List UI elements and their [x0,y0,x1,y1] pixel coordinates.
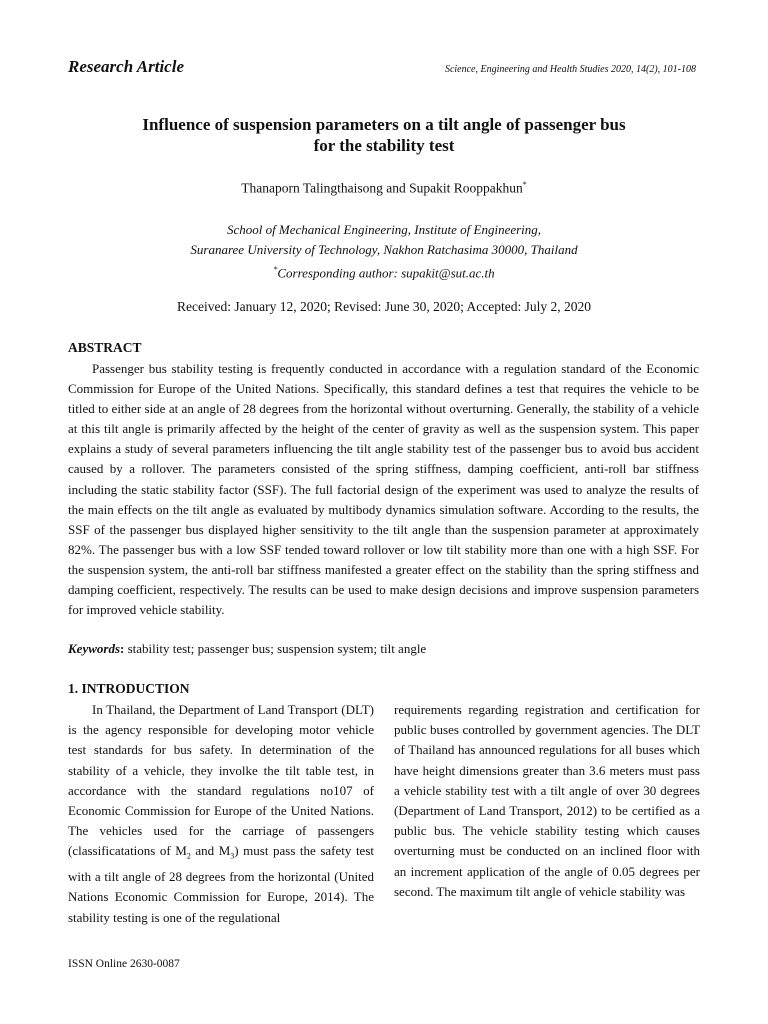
corresponding-author [68,260,700,283]
affiliation [68,220,700,283]
title-line-2: for the stability test [313,136,455,155]
introduction-heading: 1. INTRODUCTION [68,681,190,696]
title-line-1: Influence of suspension parameters on a tilt angle of passenger bus [142,115,626,134]
issn-footer: ISSN Online 2630-0087 [68,958,180,970]
subscript-3: 3 [230,852,235,862]
introduction-column-left [68,700,374,928]
submission-dates: Received: January 12, 2020; Revised: June 30, 2020; Accepted: July 2, 2020 [177,299,591,314]
intro-left-part-2: ) must pass the safety test with a tilt angle of 28 degrees from the horizontal (United Nations Economic Commission for Europe, 2014). The stability testing is one of the regulational [68,843,374,925]
article-type: Research Article [68,57,184,76]
keywords [68,641,426,657]
paper-title [68,114,700,156]
intro-left-part-1: In Thailand, the Department of Land Transport (DLT) is the agency responsible for developing motor vehicle test standards for bus safety. In determination of the stability of a vehicle, they involke the tilt table test, in accordance with the standard regulations no107 of Economic Commission for Europe of the United Nations. The vehicles used for the carriage of passengers (classificatations of M [68,702,374,859]
corresponding-email: Corresponding author: supakit@sut.ac.th [277,265,495,281]
affiliation-line-1: School of Mechanical Engineering, Institute of Engineering, [226,222,542,237]
intro-left-and: and M [190,843,231,859]
affiliation-line-2: Suranaree University of Technology, Nakhon Ratchasima 30000, Thailand [190,242,578,257]
author-names: Thanaporn Talingthaisong and Supakit Rooppakhun [241,180,523,196]
keywords-label: Keywords [68,641,120,656]
keywords-text: stability test; passenger bus; suspension system; tilt angle [127,641,427,656]
corresponding-mark: * [522,180,527,189]
author-list [68,180,700,197]
subscript-2: 2 [186,852,191,862]
abstract-heading: ABSTRACT [68,340,142,355]
keywords-colon: : [120,641,125,656]
journal-citation: Science, Engineering and Health Studies 2020, 14(2), 101-108 [444,64,696,75]
introduction-column-right: requirements regarding registration and certification for public buses controlled by government agencies. The DLT of Thailand has announced regulations for all buses which have height dimensions greater than 3.6 meters must pass a vehicle stability test with a tilt angle of over 30 degrees (Department of Land Transport, 2012) to be certified as a public bus. The vehicle stability testing which causes overturning must be conducted on an inclined floor with an increment application of the angle of 0.05 degrees per second. The maximum tilt angle of vehicle stability was [394,702,700,899]
abstract-body: Passenger bus stability testing is frequently conducted in accordance with a regulation standard of the Economic Commission for Europe of the United Nations. Specifically, this standard defines a test that requires the vehicle to be titled to either side at an angle of 28 degrees from the horizontal without overturning. Generally, the stability of a vehicle at this tilt angle is primarily affected by the height of the center of gravity as well as the suspension system. This paper explains a study of several parameters influencing the tilt angle stability test of the passenger bus to avoid bus accident caused by a rollover. The parameters consisted of the spring stiffness, damping coefficient, anti-roll bar stiffness including the static stability factor (SSF). The full factorial design of the experiment was used to analyze the results of the main effects on the tilt angle as evaluated by multibody dynamics simulation software. According to the results, the SSF of the passenger bus displayed higher sensitivity to the tilt angle than the suspension parameter at approximately 82%. The passenger bus with a low SSF tended toward rollover or low tilt stability more than one with a high SSF. For the suspension system, the anti-roll bar stiffness manifested a greater effect on the stability than the spring stiffness and damping coefficient, respectively. The results can be used to make design decisions and improve suspension parameters for improved vehicle stability. [68,361,699,618]
corresponding-note-mark: * [273,265,278,274]
